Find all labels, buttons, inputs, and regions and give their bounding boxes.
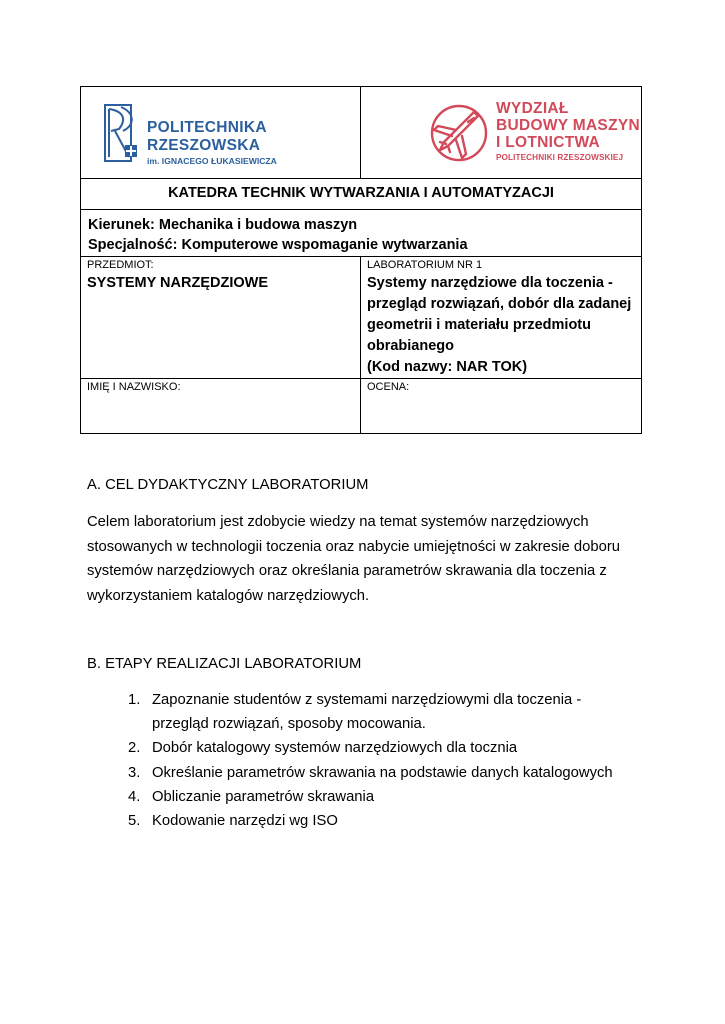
program-info (81, 210, 642, 257)
logo-right-line2: BUDOWY MASZYN (496, 117, 640, 134)
section-a-text: Celem laboratorium jest zdobycie wiedzy na temat systemów narzędziowych stosowanych w technologii toczenia oraz nabycie umiejętności w zakresie doboru systemów narzędziowych oraz określania parametrów skrawania dla toczenia z wykorzystaniem katalogów narzędziowych. (87, 514, 620, 604)
subject-cell (81, 257, 361, 379)
grade-label: OCENA: (367, 381, 410, 393)
politechnika-rzeszowska-logo-icon (101, 101, 141, 165)
list-item: 2. Dobór katalogowy systemów narzędziowych dla tocznia (128, 740, 518, 757)
section-a-heading: A. CEL DYDAKTYCZNY LABORATORIUM (87, 477, 369, 493)
section-b-heading: B. ETAPY REALIZACJI LABORATORIUM (87, 656, 362, 672)
student-name-label: IMIĘ I NAZWISKO: (87, 381, 181, 393)
logo-left-line1: POLITECHNIKA (147, 119, 267, 136)
header-table (80, 86, 642, 434)
logo-right-line1: WYDZIAŁ (496, 100, 569, 117)
logo-right-line3: I LOTNICTWA (496, 134, 601, 151)
list-item: 3. Określanie parametrów skrawania na podstawie danych katalogowych (128, 764, 613, 781)
logo-left-line2: RZESZOWSKA (147, 137, 261, 154)
list-item: 1. Zapoznanie studentów z systemami narzędziowymi dla toczenia - przegląd rozwiązań, sposoby mocowania. (128, 692, 582, 733)
lab-title: Systemy narzędziowe dla toczenia - przegląd rozwiązań, dobór dla zadanej geometrii i materiału przedmiotu obrabianego (367, 275, 632, 354)
wbmil-airplane-logo-icon (428, 102, 490, 164)
grade-cell[interactable] (361, 379, 642, 434)
department-title: KATEDRA TECHNIK WYTWARZANIA I AUTOMATYZACJI (81, 179, 642, 210)
lab-number-label: LABORATORIUM NR 1 (367, 259, 483, 271)
right-logo-cell (361, 87, 642, 179)
specjalnosc-text: Specjalność: Komputerowe wspomaganie wytwarzania (88, 237, 468, 253)
kierunek-text: Kierunek: Mechanika i budowa maszyn (88, 217, 358, 233)
list-item: 4. Obliczanie parametrów skrawania (128, 788, 375, 805)
list-item: 5. Kodowanie narzędzi wg ISO (128, 813, 338, 830)
student-name-cell[interactable] (81, 379, 361, 434)
stages-list (128, 688, 628, 833)
subject-label: PRZEDMIOT: (87, 259, 154, 271)
subject-name: SYSTEMY NARZĘDZIOWE (87, 275, 268, 291)
lab-cell (361, 257, 642, 379)
logo-left-line3: im. IGNACEGO ŁUKASIEWICZA (147, 156, 277, 166)
logo-right-line4: POLITECHNIKI RZESZOWSKIEJ (496, 153, 624, 162)
lab-code: (Kod nazwy: NAR TOK) (367, 359, 528, 375)
left-logo-cell (81, 87, 361, 179)
